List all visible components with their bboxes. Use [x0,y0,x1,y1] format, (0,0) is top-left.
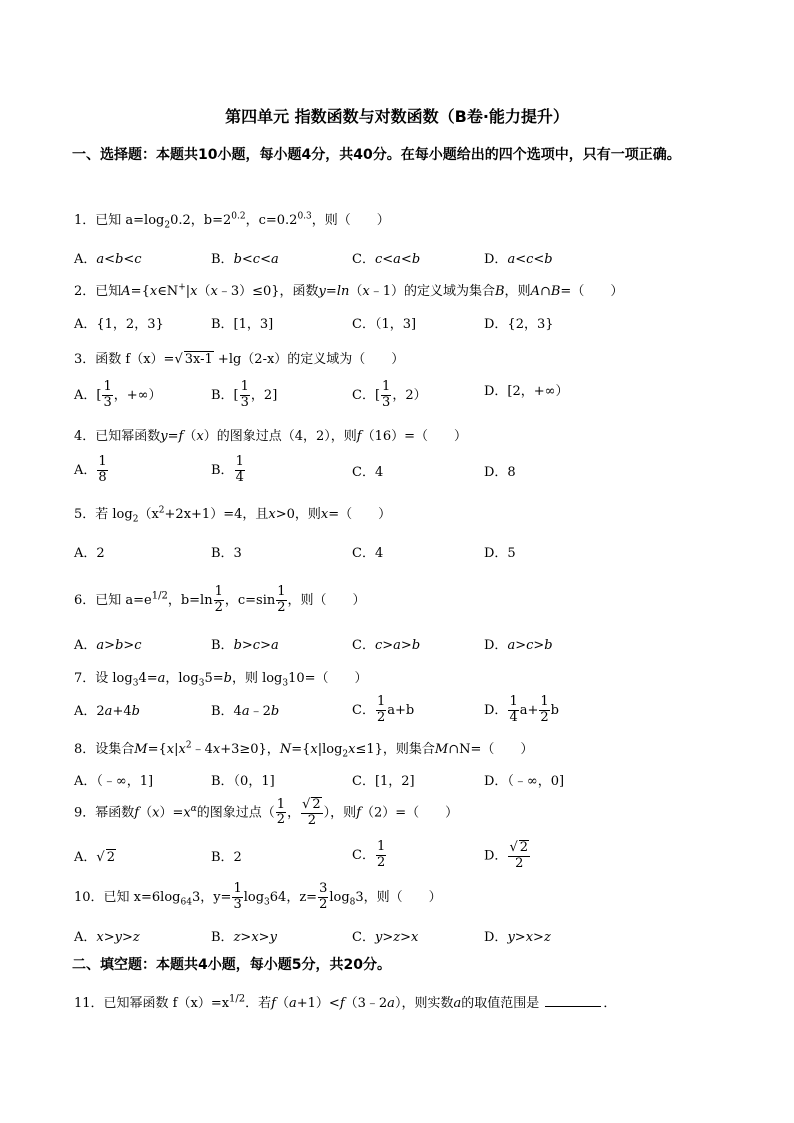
option-b[interactable]: B． $\frac{1}{4}$ [211,454,244,485]
option-a[interactable]: A．√ 2 [74,850,115,865]
option-c[interactable]: C．c<a<b [352,252,421,267]
question-8: 8．设集合$M=\{x|x^2﹣4x+3\ge 0\}$，$N=\{x|\log_2x\le 1\}$，则集合M∩N=（ ） [74,740,534,760]
option-b[interactable]: B．z>x>y [211,930,277,945]
option-b[interactable]: B．2 [211,850,242,865]
question-7-options [74,695,734,723]
option-a[interactable]: A．2a+4b [74,704,140,719]
option-b[interactable]: B．3 [211,546,242,561]
answer-blank[interactable] [545,1006,601,1007]
option-b[interactable]: B．[1，3] [211,317,274,332]
option-b[interactable]: B．4a﹣2b [211,704,280,719]
section-choice-heading: 一、选择题：本题共10小题，每小题4分，共40分。在每小题给出的四个选项中，只有一项正确。 [72,147,681,163]
option-c[interactable]: C．c>a>b [352,638,421,653]
option-a[interactable]: A．a>b>c [74,638,142,653]
option-b[interactable]: B．[ $\frac{1}{3}$ ，2] [211,379,278,410]
option-c[interactable]: C．4 [352,465,384,480]
option-d[interactable]: D．y>x>z [484,930,551,945]
question-9: 9．幂函数$f(x)=x^\alpha$的图象过点（ $\frac{1}{2}$ ， $\frac{√ 2}{2}$ ），则f（2）=（ ） [74,796,459,828]
option-c[interactable]: C．[ $\frac{1}{3}$ ，2） [352,379,427,410]
question-1-options [74,248,734,276]
option-b[interactable]: B．（0，1] [211,774,275,789]
option-d[interactable]: D．a>c>b [484,638,553,653]
option-d[interactable]: D．（﹣∞，0] [484,774,565,789]
question-4-options [74,455,734,483]
option-d[interactable]: D．8 [484,465,516,480]
section-fill-heading: 二、填空题：本题共4小题，每小题5分，共20分。 [72,957,391,973]
question-6: 6．已知 $a=e^{1/2}$，b=ln $\frac{1}{2}$ ，c=sin $\frac{1}{2}$ ，则（ ） [74,584,366,615]
option-a[interactable]: A．x>y>z [74,930,140,945]
page-title: 第四单元 指数函数与对数函数（B卷·能力提升） [225,107,569,126]
option-d[interactable]: D．5 [484,546,516,561]
question-3: 3．函数 f（x）=√ 3x-1 +lg（2-x）的定义域为（ ） [74,352,405,367]
option-a[interactable]: A．a<b<c [74,252,142,267]
question-7: 7．设 $\log_34=a$，$\log_35=b$，则 $\log_310=$（ ） [74,671,368,689]
question-4: 4．已知幂函数y=f（x）的图象过点（4，2），则f（16）=（ ） [74,429,468,444]
question-2: 2．已知A={x∈N+|x（x﹣3）≤0}，函数y=ln（x﹣1）的定义域为集合B，则A∩B=（ ） [74,282,624,299]
option-d[interactable]: D．[2，+∞） [484,384,569,399]
question-1: 1．已知 $a=\log_20.2$，$b=2^{0.2}$，$c=0.2^{0.3}$，则（ ） [74,211,390,231]
option-c[interactable]: C．y>z>x [352,930,419,945]
option-a[interactable]: A．2 [74,546,105,561]
question-9-options [74,839,734,871]
question-5-options [74,542,734,570]
option-a[interactable]: A． $\frac{1}{8}$ [74,454,107,485]
option-a[interactable]: A．{1，2，3} [74,317,164,332]
option-d[interactable]: D．{2，3} [484,317,554,332]
question-8-options [74,770,734,798]
option-a[interactable]: A．（﹣∞，1] [74,774,154,789]
question-11: 11．已知幂函数 $f(x)=x^{1/2}$．若f（a+1）<f（3﹣2a），则实数a的取值范围是 ． [74,993,617,1011]
question-6-options [74,634,734,662]
option-b[interactable]: B．b<c<a [211,252,279,267]
option-b[interactable]: B．b>c>a [211,638,279,653]
option-a[interactable]: A．[ $\frac{1}{3}$ ，+∞） [74,379,162,410]
option-d[interactable]: D．a<c<b [484,252,553,267]
option-c[interactable]: C． $\frac{1}{2}$ a+b [352,694,415,725]
option-c[interactable]: C． $\frac{1}{2}$ [352,839,386,870]
question-2-options [74,313,734,341]
option-c[interactable]: C．[1，2] [352,774,415,789]
option-d[interactable]: D． $\frac{1}{4}$ a+ $\frac{1}{2}$ b [484,694,559,725]
option-d[interactable]: D． $\frac{√ 2}{2}$ [484,840,529,871]
question-3-options [74,380,734,408]
question-10: 10．已知 $x=6\log_{64}3$，y= $\frac{1}{3}$ $\log_364$，z= $\frac{3}{2}$ $\log_83$，则（ ） [74,881,442,912]
option-c[interactable]: C．4 [352,546,384,561]
question-5: 5．若 $\log_2(x^2+2x+1)=4$，且x>0，则x=（ ） [74,505,392,525]
option-c[interactable]: C．（1，3] [352,317,417,332]
